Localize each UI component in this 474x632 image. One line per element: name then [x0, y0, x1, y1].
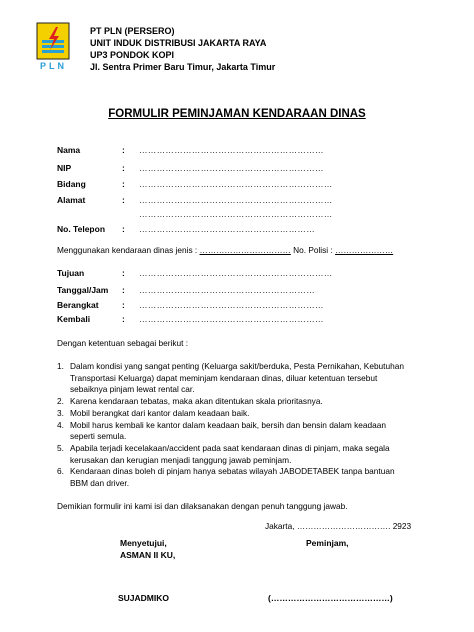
term-number: 3. [57, 408, 64, 418]
plate-number-value[interactable]: ………………… [335, 245, 394, 255]
vehicle-line [57, 245, 393, 255]
field-sep: : [122, 163, 125, 173]
field-label-berangkat: Berangkat [57, 300, 99, 310]
field-value-kembali[interactable]: ……………………………………………………… [139, 314, 324, 324]
field-sep: : [122, 179, 125, 189]
place-date[interactable]: Jakarta, ……………………………. 2923 [265, 521, 412, 531]
form-title: FORMULIR PEMINJAMAN KENDARAAN DINAS [108, 108, 366, 120]
borrower-name[interactable]: (……………………………………) [268, 593, 393, 603]
field-sep: : [122, 195, 125, 205]
term-text: Dalam kondisi yang sangat penting (Keluarga sakit/berduka, Pesta Pernikahan, Kebutuhan [70, 361, 404, 371]
field-sep: : [122, 285, 125, 295]
term-text: Mobil harus kembali ke kantor dalam keadaan baik, bersih dan bensin dalam keadaan [70, 420, 386, 430]
vehicle-type-label: Menggunakan kendaraan dinas jenis : [57, 245, 200, 255]
field-sep: : [122, 300, 125, 310]
field-label-tanggal-jam: Tanggal/Jam [57, 285, 109, 295]
field-value-telepon[interactable]: …………………………………………………… [139, 224, 315, 234]
field-label-kembali: Kembali [57, 314, 91, 324]
address-line: Jl. Sentra Primer Baru Timur, Jakarta Timur [90, 62, 276, 72]
field-value-tanggal-jam[interactable]: …………………………………………………… [139, 285, 315, 295]
company-name: PT PLN (PERSERO) [90, 26, 175, 36]
branch-name: UP3 PONDOK KOPI [90, 50, 175, 60]
term-number: 6. [57, 466, 64, 476]
borrower-label: Peminjam, [306, 538, 349, 548]
approver-title: ASMAN II KU, [120, 550, 176, 560]
term-text: sebaiknya pinjam lewat rental car. [70, 384, 195, 394]
unit-name: UNIT INDUK DISTRIBUSI JAKARTA RAYA [90, 38, 267, 48]
field-sep: : [122, 268, 125, 278]
approved-label: Menyetujui, [120, 538, 167, 548]
field-sep: : [122, 314, 125, 324]
vehicle-type-value[interactable]: …………………………… [199, 245, 291, 255]
term-text: kerusakan dan kerugian menjadi tanggung jawab peminjam. [70, 455, 292, 465]
field-label-nama: Nama [57, 145, 81, 155]
field-value-alamat[interactable]: ………………………………………………………… [139, 195, 333, 205]
logo-text: PLN [40, 61, 67, 71]
field-sep: : [122, 224, 125, 234]
field-label-tujuan: Tujuan [57, 268, 85, 278]
closing-statement: Demikian formulir ini kami isi dan dilaksanakan dengan penuh tanggung jawab. [57, 501, 348, 511]
terms-intro: Dengan ketentuan sebagai berikut : [57, 338, 189, 348]
term-text: BBM dan driver. [70, 478, 130, 488]
term-text: Apabila terjadi kecelakaan/accident pada saat kendaraan dinas di pinjam, maka segala [70, 443, 390, 453]
term-text: seperti semula. [70, 431, 127, 441]
term-text: Transportasi Keluarga) dapat meminjam kendaraan dinas, diluar ketentuan tersebut [70, 373, 378, 383]
field-label-telepon: No. Telepon [57, 224, 106, 234]
term-text: Kendaraan dinas boleh di pinjam hanya sebatas wilayah JABODETABEK tanpa bantuan [70, 466, 395, 476]
term-number: 5. [57, 443, 64, 453]
term-number: 1. [57, 361, 64, 371]
field-label-bidang: Bidang [57, 179, 86, 189]
field-value-bidang[interactable]: ………………………………………………………… [139, 179, 333, 189]
approver-name: SUJADMIKO [118, 593, 170, 603]
field-value-alamat-2[interactable]: ………………………………………………………… [139, 209, 333, 219]
term-text: Mobil berangkat dari kantor dalam keadaan baik. [70, 408, 250, 418]
plate-number-label: No. Polisi : [290, 245, 336, 255]
term-text: Karena kendaraan tebatas, maka akan ditentukan skala prioritasnya. [70, 396, 323, 406]
pln-logo-icon [36, 22, 76, 64]
field-label-nip: NIP [57, 163, 72, 173]
field-value-nama[interactable]: ……………………………………………………… [139, 145, 324, 155]
field-sep: : [122, 145, 125, 155]
field-value-tujuan[interactable]: ………………………………………………………… [139, 268, 333, 278]
field-label-alamat: Alamat [57, 195, 86, 205]
field-value-berangkat[interactable]: ……………………………………………………… [139, 300, 324, 310]
field-value-nip[interactable]: ……………………………………………………… [139, 163, 324, 173]
term-number: 4. [57, 420, 64, 430]
term-number: 2. [57, 396, 64, 406]
